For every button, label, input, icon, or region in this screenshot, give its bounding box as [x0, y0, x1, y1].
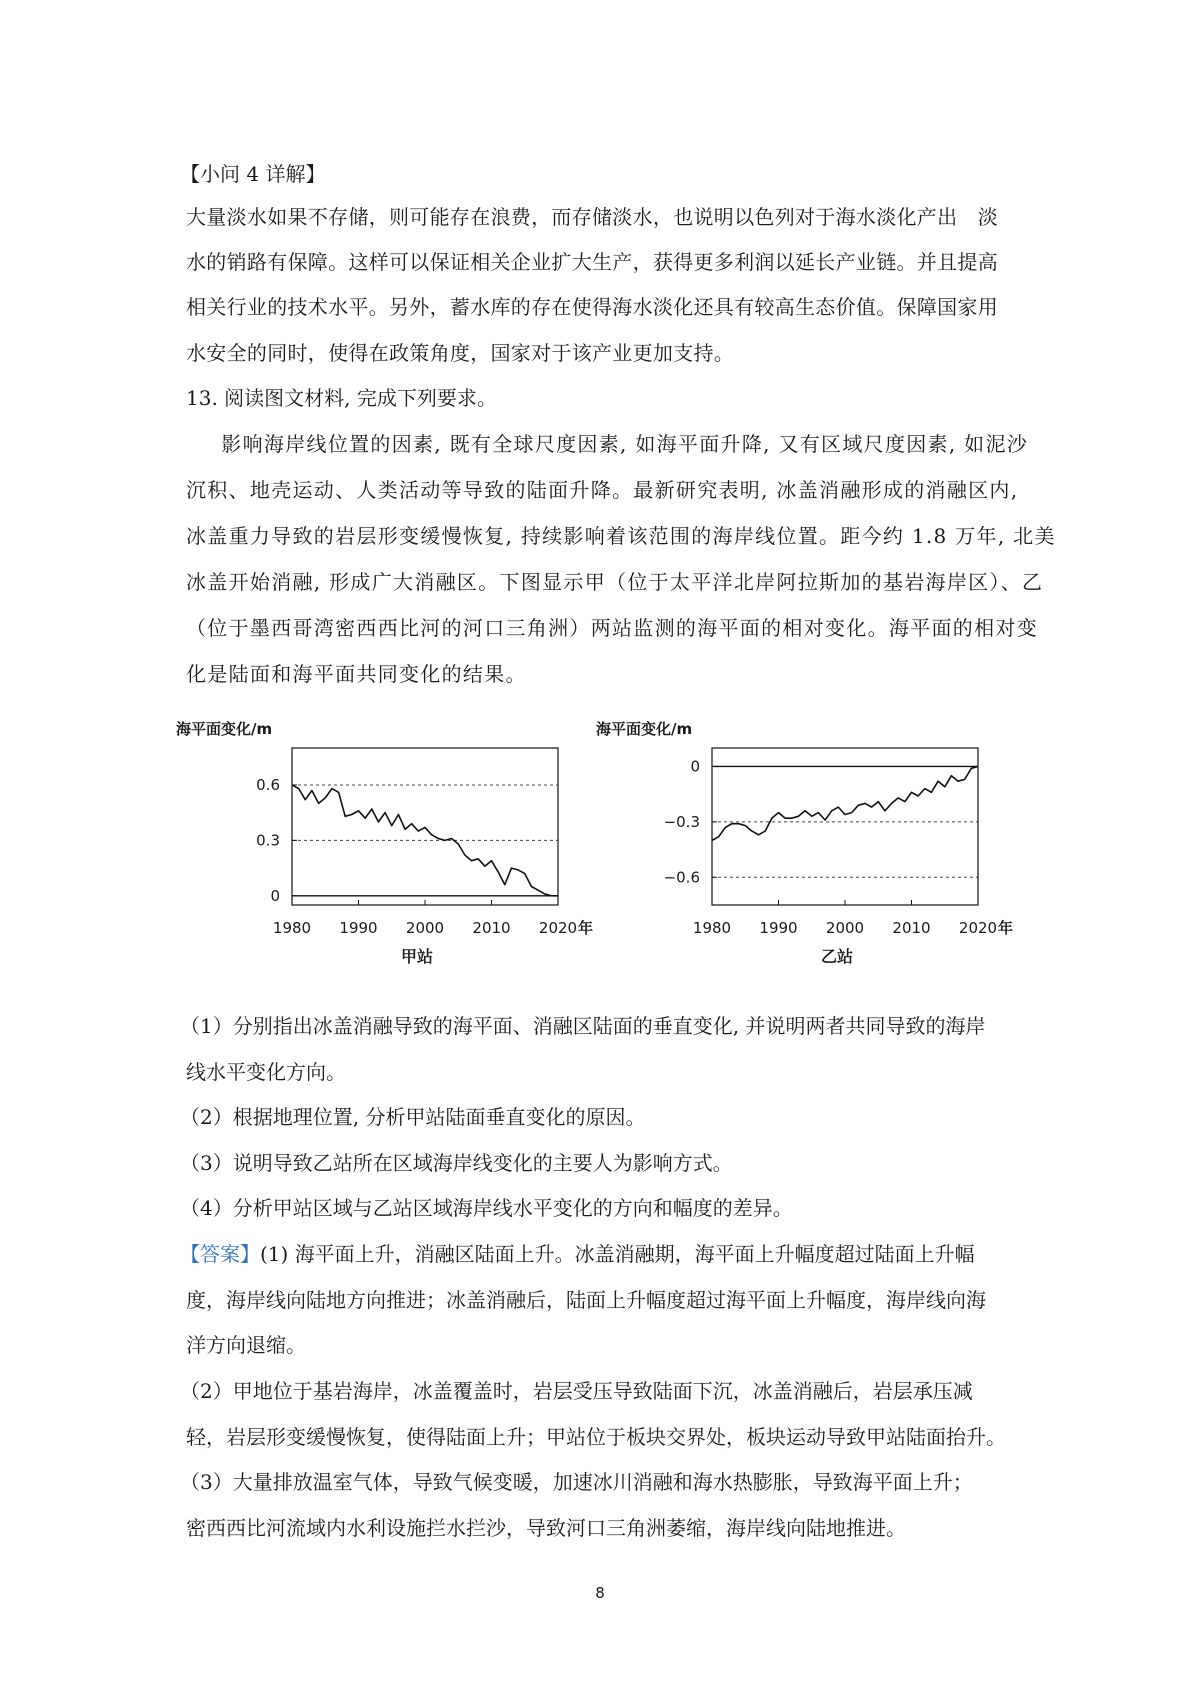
y-tick-label: 0.6: [256, 775, 280, 794]
plot-frame: [712, 748, 978, 905]
y-axis-label: 海平面变化/m: [596, 720, 693, 738]
y-tick-label: 0: [690, 757, 700, 776]
explanation-line: 水安全的同时，使得在政策角度，国家对于该产业更加支持。: [186, 341, 735, 365]
answer-line: （2）甲地位于基岩海岸，冰盖覆盖时，岩层受压导致陆面下沉，冰盖消融后，岩层承压减: [180, 1379, 973, 1403]
chart-station-yi: [596, 718, 1036, 988]
material-line: 冰盖开始消融, 形成广大消融区。下图显示甲（位于太平洋北岸阿拉斯加的基岩海岸区）、乙: [186, 570, 1044, 594]
question-line: （1）分别指出冰盖消融导致的海平面、消融区陆面的垂直变化, 并说明两者共同导致的海岸: [180, 1014, 986, 1038]
question-line: （3）说明导致乙站所在区域海岸线变化的主要人为影响方式。: [180, 1151, 733, 1175]
x-tick-label: 2020: [538, 919, 578, 937]
material-line: 影响海岸线位置的因素, 既有全球尺度因素, 如海平面升降, 又有区域尺度因素, 如泥沙: [200, 432, 1029, 456]
x-tick-label: 1990: [759, 919, 798, 937]
answer-line: 密西西比河流域内水利设施拦水拦沙，导致河口三角洲萎缩，海岸线向陆地推进。: [186, 1516, 906, 1540]
section-heading: 【小问 4 详解】: [180, 162, 326, 186]
x-tick-label: 2000: [405, 919, 445, 937]
answer-line: 洋方向退缩。: [186, 1333, 306, 1357]
question-line: 线水平变化方向。: [186, 1060, 346, 1084]
chart-title: 乙站: [820, 947, 854, 966]
plot-frame: [292, 748, 558, 905]
series-line: [712, 767, 978, 841]
chart-title: 甲站: [400, 947, 434, 966]
answer-line: 轻，岩层形变缓慢恢复，使得陆面上升；甲站位于板块交界处，板块运动导致甲站陆面抬升。: [186, 1425, 1006, 1449]
answer-tag: 【答案】: [180, 1242, 260, 1266]
chart-station-jia: [176, 718, 616, 988]
y-tick-label: −0.6: [663, 868, 700, 887]
x-tick-label: 1990: [339, 919, 378, 937]
chart-svg-jia: [176, 718, 616, 988]
explanation-line: 大量淡水如果不存储，则可能存在浪费，而存储淡水，也说明以色列对于海水淡化产出 淡: [186, 205, 998, 229]
answer-line: （3）大量排放温室气体，导致气候变暖，加速冰川消融和海水热膨胀，导致海平面上升；: [180, 1470, 973, 1494]
answer-line: 度，海岸线向陆地方向推进；冰盖消融后，陆面上升幅度超过海平面上升幅度，海岸线向海: [186, 1288, 986, 1312]
question-line: （2）根据地理位置, 分析甲站陆面垂直变化的原因。: [180, 1105, 646, 1129]
chart-svg-yi: [596, 718, 1036, 988]
question-title: 13. 阅读图文材料, 完成下列要求。: [186, 386, 497, 410]
x-axis-unit: 年: [578, 919, 594, 937]
y-tick-label: −0.3: [663, 812, 700, 831]
page-number: 8: [595, 1584, 605, 1602]
answer-line: [180, 1240, 975, 1268]
explanation-line: 水的销路有保障。这样可以保证相关企业扩大生产，获得更多利润以延长产业链。并且提高: [186, 250, 998, 274]
material-line: 化是陆面和海平面共同变化的结果。: [186, 662, 527, 686]
x-tick-label: 2010: [892, 919, 931, 937]
explanation-line: 相关行业的技术水平。另外，蓄水库的存在使得海水淡化还具有较高生态价值。保障国家用: [186, 295, 998, 319]
x-axis-unit: 年: [998, 919, 1014, 937]
x-tick-label: 2010: [472, 919, 511, 937]
x-tick-label: 2020: [958, 919, 998, 937]
y-tick-label: 0.3: [256, 831, 280, 850]
x-tick-label: 1980: [272, 919, 312, 937]
y-tick-label: 0: [270, 886, 280, 905]
y-axis-label: 海平面变化/m: [176, 720, 273, 738]
material-line: 冰盖重力导致的岩层形变缓慢恢复, 持续影响着该范围的海岸线位置。距今约 1.8 万年, 北美: [186, 524, 1056, 548]
question-line: （4）分析甲站区域与乙站区域海岸线水平变化的方向和幅度的差异。: [180, 1196, 793, 1220]
material-line: （位于墨西哥湾密西西比河的河口三角洲）两站监测的海平面的相对变化。海平面的相对变: [186, 616, 1038, 640]
answer-text: (1) 海平面上升，消融区陆面上升。冰盖消融期，海平面上升幅度超过陆面上升幅: [260, 1242, 975, 1266]
material-line: 沉积、地壳运动、人类活动等导致的陆面升降。最新研究表明, 冰盖消融形成的消融区内,: [186, 478, 1019, 502]
x-tick-label: 2000: [825, 919, 865, 937]
x-tick-label: 1980: [692, 919, 732, 937]
